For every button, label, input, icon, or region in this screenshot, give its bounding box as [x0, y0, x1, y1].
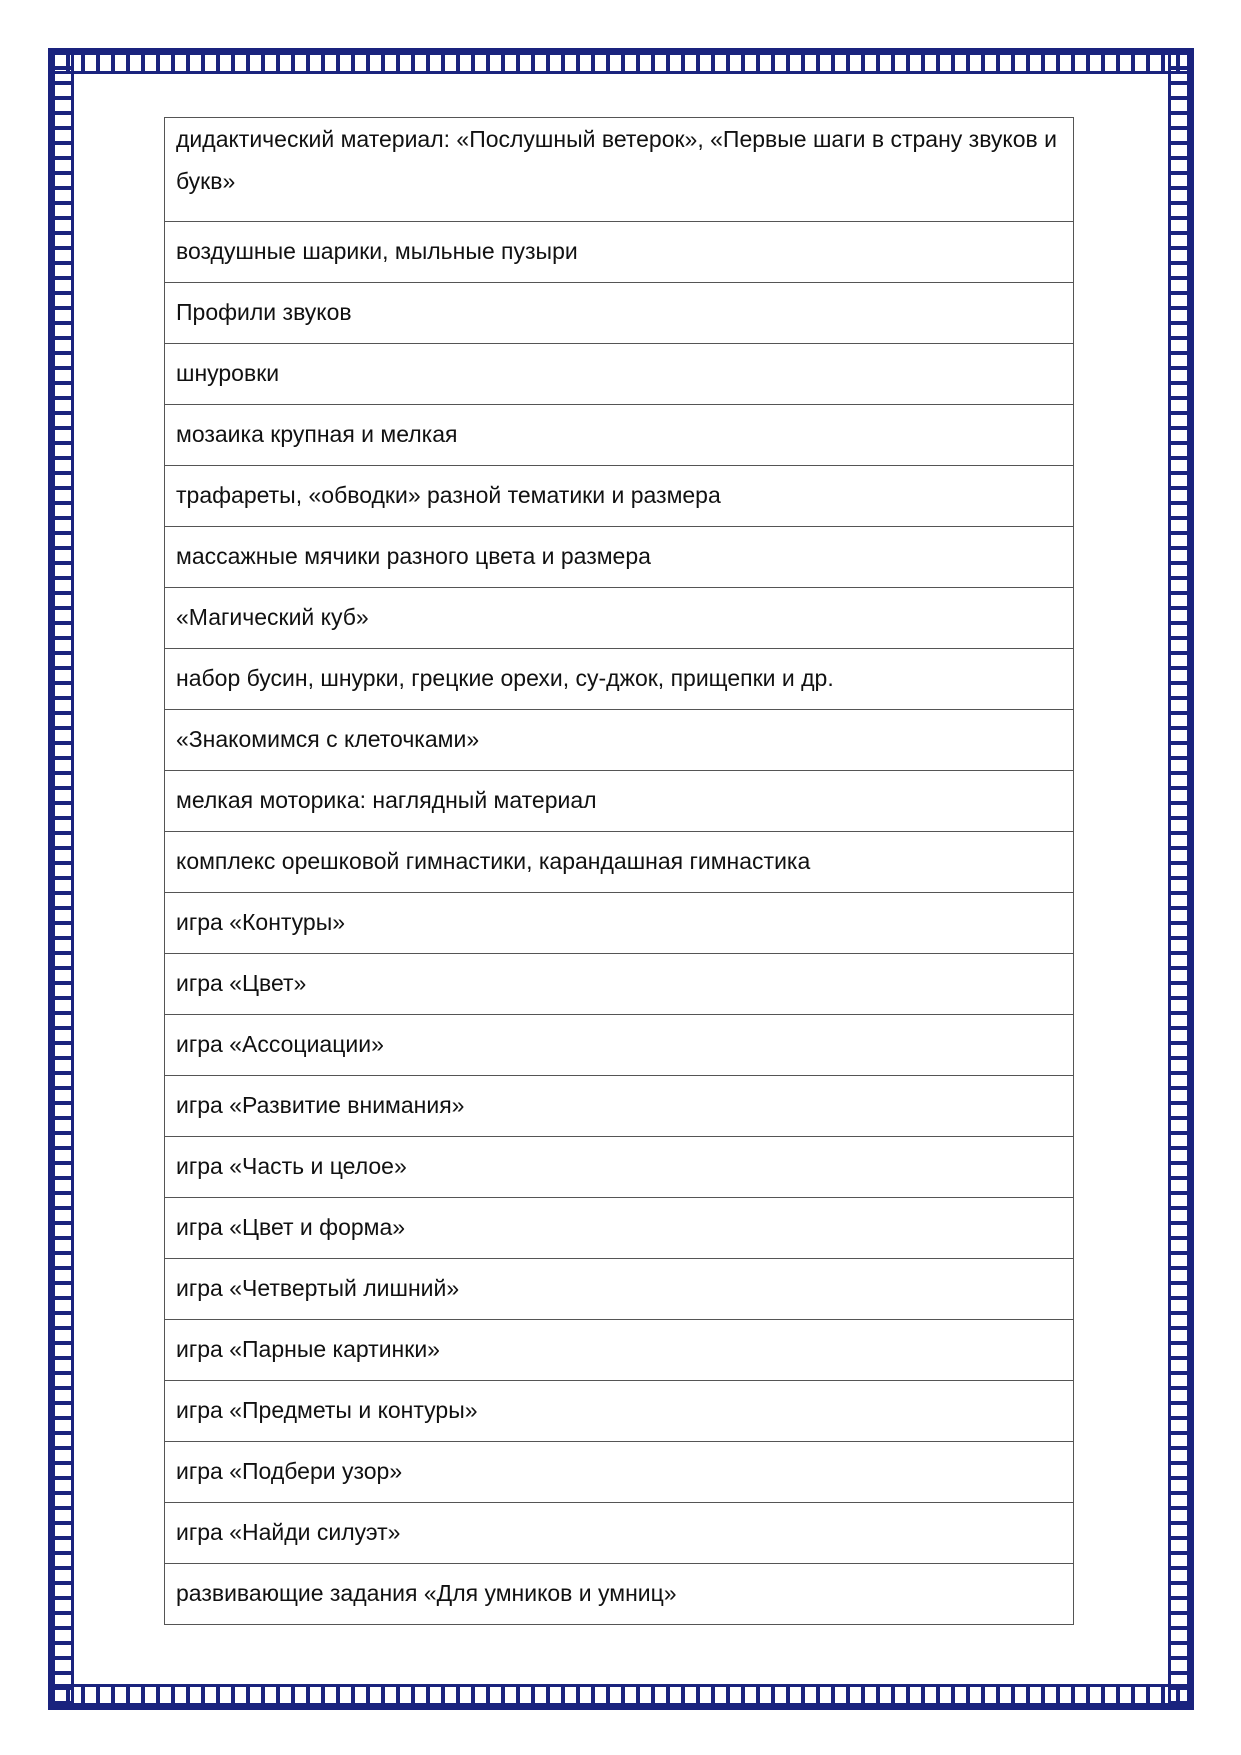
table-row [165, 832, 1074, 893]
table-row [165, 1015, 1074, 1076]
table-row [165, 588, 1074, 649]
table-cell: игра «Парные картинки» [165, 1320, 1074, 1381]
table-cell: игра «Контуры» [165, 893, 1074, 954]
table-cell: игра «Развитие внимания» [165, 1076, 1074, 1137]
table-row [165, 1076, 1074, 1137]
table-cell: игра «Цвет» [165, 954, 1074, 1015]
table-row [165, 771, 1074, 832]
table-row [165, 1503, 1074, 1564]
decorative-border-top [48, 48, 1194, 74]
decorative-border-left [48, 48, 74, 1710]
table-row [165, 954, 1074, 1015]
table-cell: Профили звуков [165, 283, 1074, 344]
table-cell: игра «Найди силуэт» [165, 1503, 1074, 1564]
table-cell: дидактический материал: «Послушный ветерок», «Первые шаги в страну звуков и букв» [165, 118, 1074, 222]
table-row [165, 1259, 1074, 1320]
table-row [165, 222, 1074, 283]
table-cell: игра «Ассоциации» [165, 1015, 1074, 1076]
decorative-border-right [1168, 48, 1194, 1710]
table-row [165, 1442, 1074, 1503]
table-row [165, 405, 1074, 466]
table-cell: трафареты, «обводки» разной тематики и размера [165, 466, 1074, 527]
table-cell: набор бусин, шнурки, грецкие орехи, су-джок, прищепки и др. [165, 649, 1074, 710]
table-row [165, 466, 1074, 527]
table-row [165, 893, 1074, 954]
table-cell: воздушные шарики, мыльные пузыри [165, 222, 1074, 283]
table-row [165, 1381, 1074, 1442]
table-cell: игра «Предметы и контуры» [165, 1381, 1074, 1442]
table-row [165, 118, 1074, 222]
table-row [165, 1198, 1074, 1259]
table-cell: «Магический куб» [165, 588, 1074, 649]
table-row [165, 1137, 1074, 1198]
table-row [165, 527, 1074, 588]
table-row [165, 283, 1074, 344]
table-cell: мелкая моторика: наглядный материал [165, 771, 1074, 832]
table-cell: мозаика крупная и мелкая [165, 405, 1074, 466]
table-cell: игра «Подбери узор» [165, 1442, 1074, 1503]
table-row [165, 649, 1074, 710]
table-cell: «Знакомимся с клеточками» [165, 710, 1074, 771]
table-cell: развивающие задания «Для умников и умниц» [165, 1564, 1074, 1625]
materials-table [164, 117, 1074, 1625]
table-row [165, 710, 1074, 771]
table-row [165, 344, 1074, 405]
table-cell: игра «Цвет и форма» [165, 1198, 1074, 1259]
table-cell: игра «Часть и целое» [165, 1137, 1074, 1198]
decorative-border-bottom [48, 1684, 1194, 1710]
table-cell: комплекс орешковой гимнастики, карандашная гимнастика [165, 832, 1074, 893]
table-row [165, 1564, 1074, 1625]
table-cell: массажные мячики разного цвета и размера [165, 527, 1074, 588]
table-cell: игра «Четвертый лишний» [165, 1259, 1074, 1320]
table-cell: шнуровки [165, 344, 1074, 405]
table-row [165, 1320, 1074, 1381]
